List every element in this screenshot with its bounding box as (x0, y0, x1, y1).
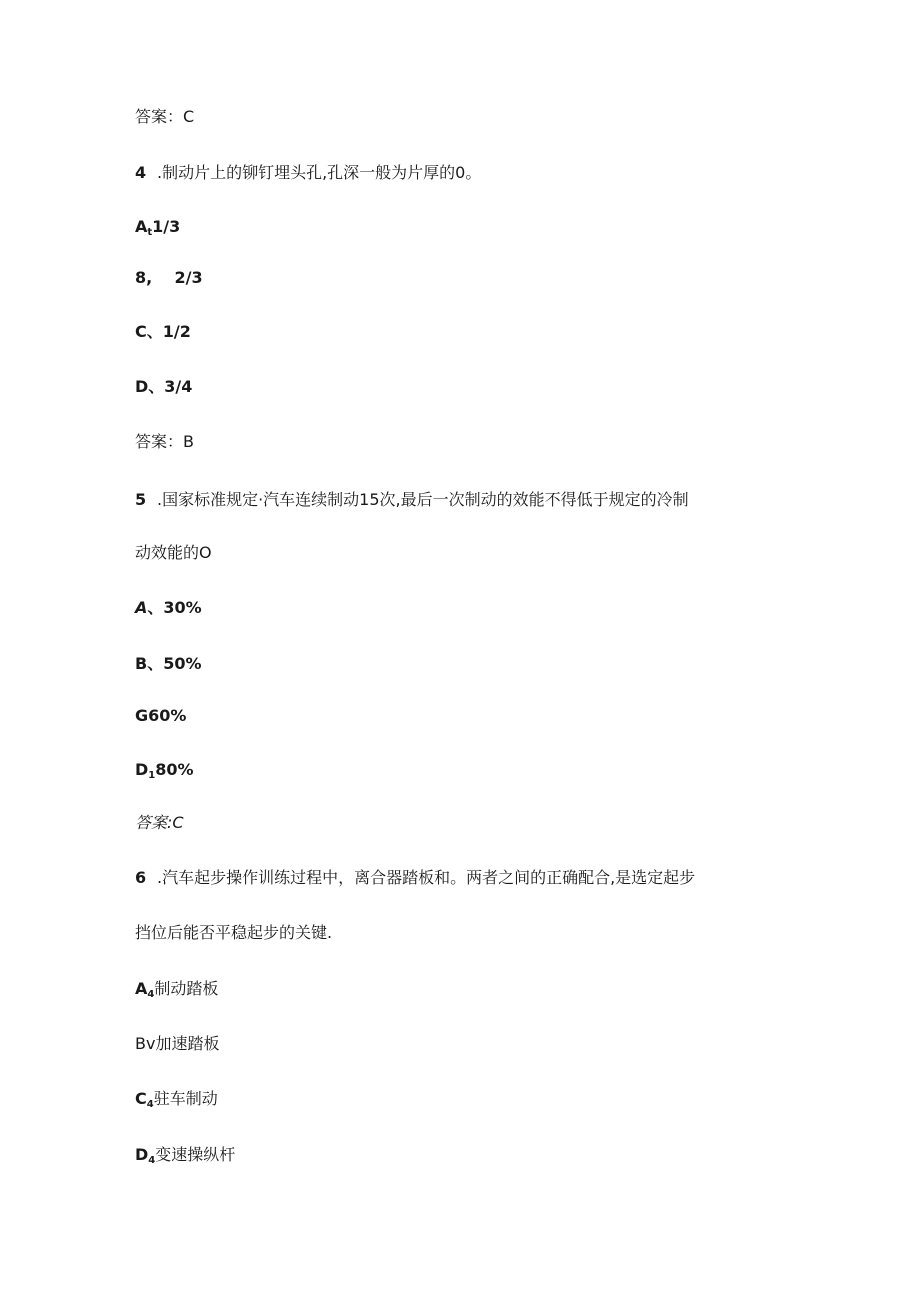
q6-option-d (135, 1145, 235, 1171)
question-6-text-line1: .汽车起步操作训练过程中，离合器踏板和。两者之间的正确配合,是选定起步 (157, 868, 696, 887)
q6-option-a-prefix: A (135, 979, 148, 998)
q4-option-a-sub: t (147, 227, 153, 238)
question-6 (135, 868, 695, 888)
q4-option-a (135, 217, 180, 243)
q5-answer: 答案:C (135, 813, 184, 832)
q5-option-d-text: 80% (155, 760, 194, 779)
q5-option-d-prefix: D (135, 760, 149, 779)
q5-option-a-prefix: A (135, 598, 148, 617)
q6-option-a-text: 制动踏板 (154, 979, 219, 998)
q6-option-c-text: 驻车制动 (153, 1089, 218, 1108)
q5-option-d-sub: 1 (148, 770, 156, 781)
question-5-text-line2: 动效能的O (135, 543, 212, 562)
q4-option-b: 8, 2/3 (135, 268, 203, 287)
question-5-number: 5 (135, 490, 147, 509)
question-5 (135, 490, 689, 510)
q4-option-a-text: 1/3 (152, 217, 181, 236)
q4-option-c: C、1/2 (135, 322, 191, 341)
q6-option-d-sub: 4 (148, 1155, 156, 1166)
q6-option-c-sub: 4 (146, 1099, 154, 1110)
question-6-text-line2: 挡位后能否平稳起步的关键. (135, 923, 333, 942)
q5-option-a-text: 、30% (147, 598, 202, 617)
q6-option-d-prefix: D (135, 1145, 149, 1164)
q4-option-d: D、3/4 (135, 377, 193, 396)
q4-option-a-prefix: A (135, 217, 148, 236)
q5-option-a (135, 598, 202, 618)
q6-option-a (135, 979, 218, 1005)
q6-option-c-prefix: C (135, 1089, 147, 1108)
q6-option-b: Bv加速踏板 (135, 1034, 220, 1053)
question-4 (135, 163, 481, 183)
q6-option-a-sub: 4 (147, 989, 155, 1000)
question-4-number: 4 (135, 163, 147, 182)
question-6-number: 6 (135, 868, 147, 887)
q6-option-d-text: 变速操纵杆 (155, 1145, 236, 1164)
q4-answer: 答案：B (135, 432, 194, 451)
question-5-text-line1: .国家标准规定·汽车连续制动15次,最后一次制动的效能不得低于规定的冷制 (157, 490, 689, 509)
q5-option-b: B、50% (135, 654, 202, 673)
q5-option-d (135, 760, 194, 786)
question-4-text: .制动片上的铆钉埋头孔,孔深一般为片厚的0。 (157, 163, 482, 182)
answer-prev: 答案：C (135, 107, 195, 126)
q6-option-c (135, 1089, 218, 1115)
q5-option-c: G60% (135, 706, 187, 725)
